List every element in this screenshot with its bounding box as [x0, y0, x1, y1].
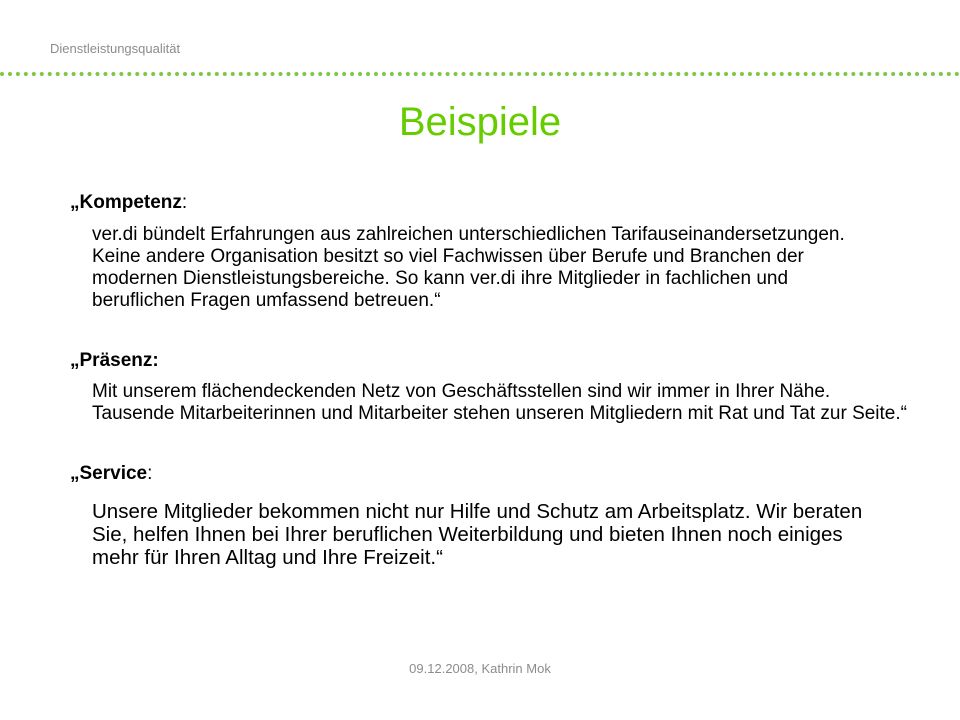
slide-title: Beispiele: [398, 100, 562, 144]
section-heading: „Service:: [70, 463, 153, 484]
section-heading: „Präsenz:: [70, 350, 159, 371]
section-body: Mit unserem flächendeckenden Netz von Geschäftsstellen sind wir immer in Ihrer Nähe. Tausende Mitarbeiterinnen und Mitarbeiter stehen unseren Mitgliedern mit Rat und Tat zur Seite.“: [92, 381, 907, 424]
section-body: Unsere Mitglieder bekommen nicht nur Hilfe und Schutz am Arbeitsplatz. Wir beraten Sie, helfen Ihnen bei Ihrer beruflichen Weiterbildung und bieten Ihnen noch einiges mehr für Ihren Alltag und Ihre Freizeit.“: [92, 500, 863, 569]
section-praesenz: [70, 350, 940, 425]
footer-label: 09.12.2008, Kathrin Mok: [409, 661, 551, 676]
section-kompetenz: [70, 192, 940, 312]
section-service: [70, 463, 940, 569]
section-heading: „Kompetenz:: [70, 192, 188, 213]
slide-content: [70, 192, 940, 569]
section-body: ver.di bündelt Erfahrungen aus zahlreichen unterschiedlichen Tarifauseinandersetzungen. Keine andere Organisation besitzt so viel Fachwissen über Berufe und Branchen der modernen Dienstleistungsbereiche. So kann ver.di ihre Mitglieder in fachlichen und beruflichen Fragen umfassend betreuen.“: [92, 224, 845, 311]
header-label: Dienstleistungsqualität: [50, 41, 181, 56]
header-divider: [0, 72, 960, 76]
